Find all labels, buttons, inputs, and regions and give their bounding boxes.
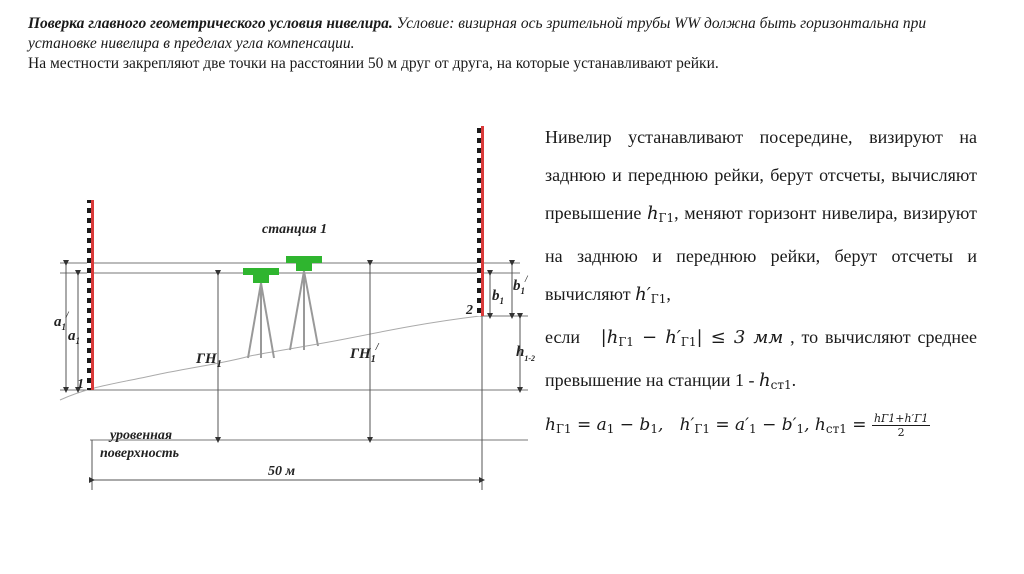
b1p-label: $b_1^/$ — [513, 274, 528, 296]
terrain-profile — [60, 316, 480, 400]
diagram-svg — [50, 118, 540, 498]
a1p-label: $a_1^/$ — [54, 310, 69, 332]
gh1-label: $ГН_1$ — [196, 351, 222, 370]
p1-text-a: Нивелир устанавливают посередине, визируют на заднюю и переднюю рейки, берут отсчеты, вычисляют превышение — [545, 127, 977, 223]
p2-end: . — [791, 370, 797, 390]
header-title: Поверка главного геометрического условия нивелира. — [28, 15, 393, 32]
formula-h-st1: $h_{ст1}$ = — [814, 415, 872, 436]
level-instrument-1 — [243, 268, 279, 358]
rod-back — [87, 200, 94, 390]
level-surface-label-2: поверхность — [100, 446, 180, 461]
header — [28, 14, 988, 74]
h-st1-symbol: $h_{ст1}$ — [759, 370, 792, 392]
p2-text-b: , то вычисляют среднее превышение на станции 1 - — [545, 327, 977, 390]
a1-label: $a_1$ — [68, 328, 80, 346]
level-instrument-2 — [286, 256, 322, 350]
header-line-1 — [28, 14, 988, 54]
fraction-numerator: hГ1+h′Г1 — [873, 412, 929, 425]
header-condition: Условие: визирная ось зрительной трубы WW должна быть горизонтальна при установке нивелира в пределах угла компенсации. — [28, 15, 927, 52]
h12-label: $h_{1-2}$ — [516, 344, 536, 363]
b1-label: $b_1$ — [492, 288, 504, 306]
paragraph-2 — [545, 318, 977, 404]
level-surface-label-1: уровенная — [110, 428, 173, 443]
point1-label: 1 — [77, 377, 84, 392]
p2-text-a: если — [545, 327, 581, 347]
station-label: станция 1 — [262, 222, 328, 237]
gh1p-label: $ГН_1^/$ — [350, 342, 379, 365]
formula-hp-g1: $h'_{Г1} = a'_1 - b'_1$, — [679, 415, 810, 436]
header-line-2: На местности закрепляют две точки на расстоянии 50 м друг от друга, на которые устанавливают рейки. — [28, 55, 719, 72]
distance-label: 50 м — [268, 464, 296, 479]
p1-text-c: , — [666, 284, 671, 304]
paragraph-1 — [545, 118, 977, 318]
formula-line — [545, 412, 930, 439]
h-g1-symbol: $h_{Г1}$ — [646, 203, 675, 225]
point2-label: 2 — [466, 303, 473, 318]
fraction-denominator: 2 — [897, 426, 905, 439]
condition-expression: $|h_{Г1} - h'_{Г1}| \le 3$ мм — [600, 327, 784, 349]
level-check-diagram — [50, 118, 540, 498]
formula-h-g1: $h_{Г1} = a_1 - b_1$, — [545, 415, 664, 436]
rod-front — [477, 126, 484, 316]
p1-text-b: , меняют горизонт нивелира, визируют на заднюю и переднюю рейки, берут отсчеты и вычисляют — [545, 203, 978, 304]
formula-fraction — [872, 412, 930, 439]
description-text — [545, 118, 977, 404]
hp-g1-symbol: $h'_{Г1}$ — [635, 284, 667, 306]
